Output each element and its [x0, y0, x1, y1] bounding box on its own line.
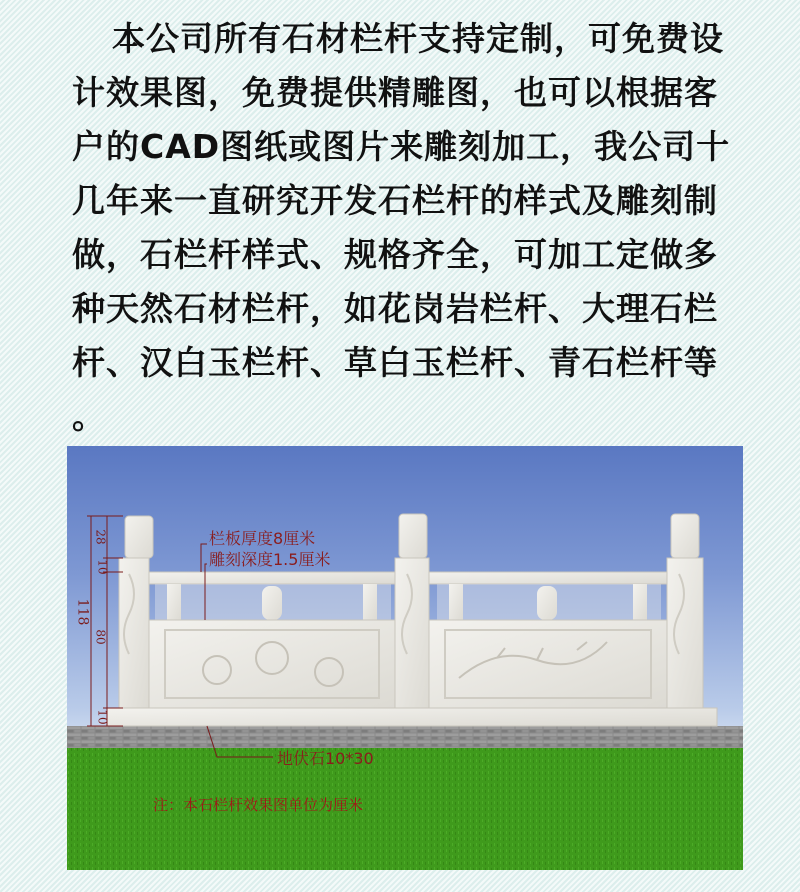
label-panel-thickness: 栏板厚度8厘米 — [209, 529, 316, 548]
dim-base-label: 10 — [95, 709, 110, 725]
post-left — [119, 516, 153, 708]
intro-paragraph — [72, 12, 752, 444]
brick-wall — [67, 726, 743, 748]
dim-rail-top-label: 10 — [95, 559, 110, 575]
post-right — [667, 514, 703, 708]
balustrade-photo — [67, 446, 743, 870]
intro-line-6: 种天然石材栏杆，如花岗岩栏杆、大理石栏 — [72, 289, 718, 328]
base-stone — [107, 708, 717, 726]
figure-note: 注：本石栏杆效果图单位为厘米 — [153, 796, 364, 814]
intro-line-3: 户的CAD图纸或图片来雕刻加工，我公司十 — [72, 127, 731, 166]
intro-line-7: 杆、汉白玉栏杆、草白玉栏杆、青石栏杆等 — [72, 343, 718, 382]
rail-section-left — [147, 572, 397, 708]
rail-section-right — [429, 572, 667, 708]
dim-panel-label: 80 — [93, 629, 108, 645]
intro-line-5: 做，石栏杆样式、规格齐全，可加工定做多 — [72, 235, 718, 274]
intro-line-1: 本公司所有石材栏杆支持定制，可免费设 — [112, 19, 724, 58]
intro-line-8: 。 — [72, 397, 106, 436]
leader-thickness — [201, 544, 207, 572]
post-middle — [395, 514, 429, 708]
dim-total-label: 118 — [74, 598, 91, 626]
dim-post-top-label: 28 — [93, 529, 108, 545]
intro-line-2: 计效果图，免费提供精雕图，也可以根据客 — [72, 73, 718, 112]
intro-line-4: 几年来一直研究开发石栏杆的样式及雕刻制 — [72, 181, 718, 220]
dimension-lines — [87, 516, 123, 726]
label-base-stone: 地伏石10*30 — [277, 749, 374, 768]
label-carving-depth: 雕刻深度1.5厘米 — [209, 550, 331, 569]
